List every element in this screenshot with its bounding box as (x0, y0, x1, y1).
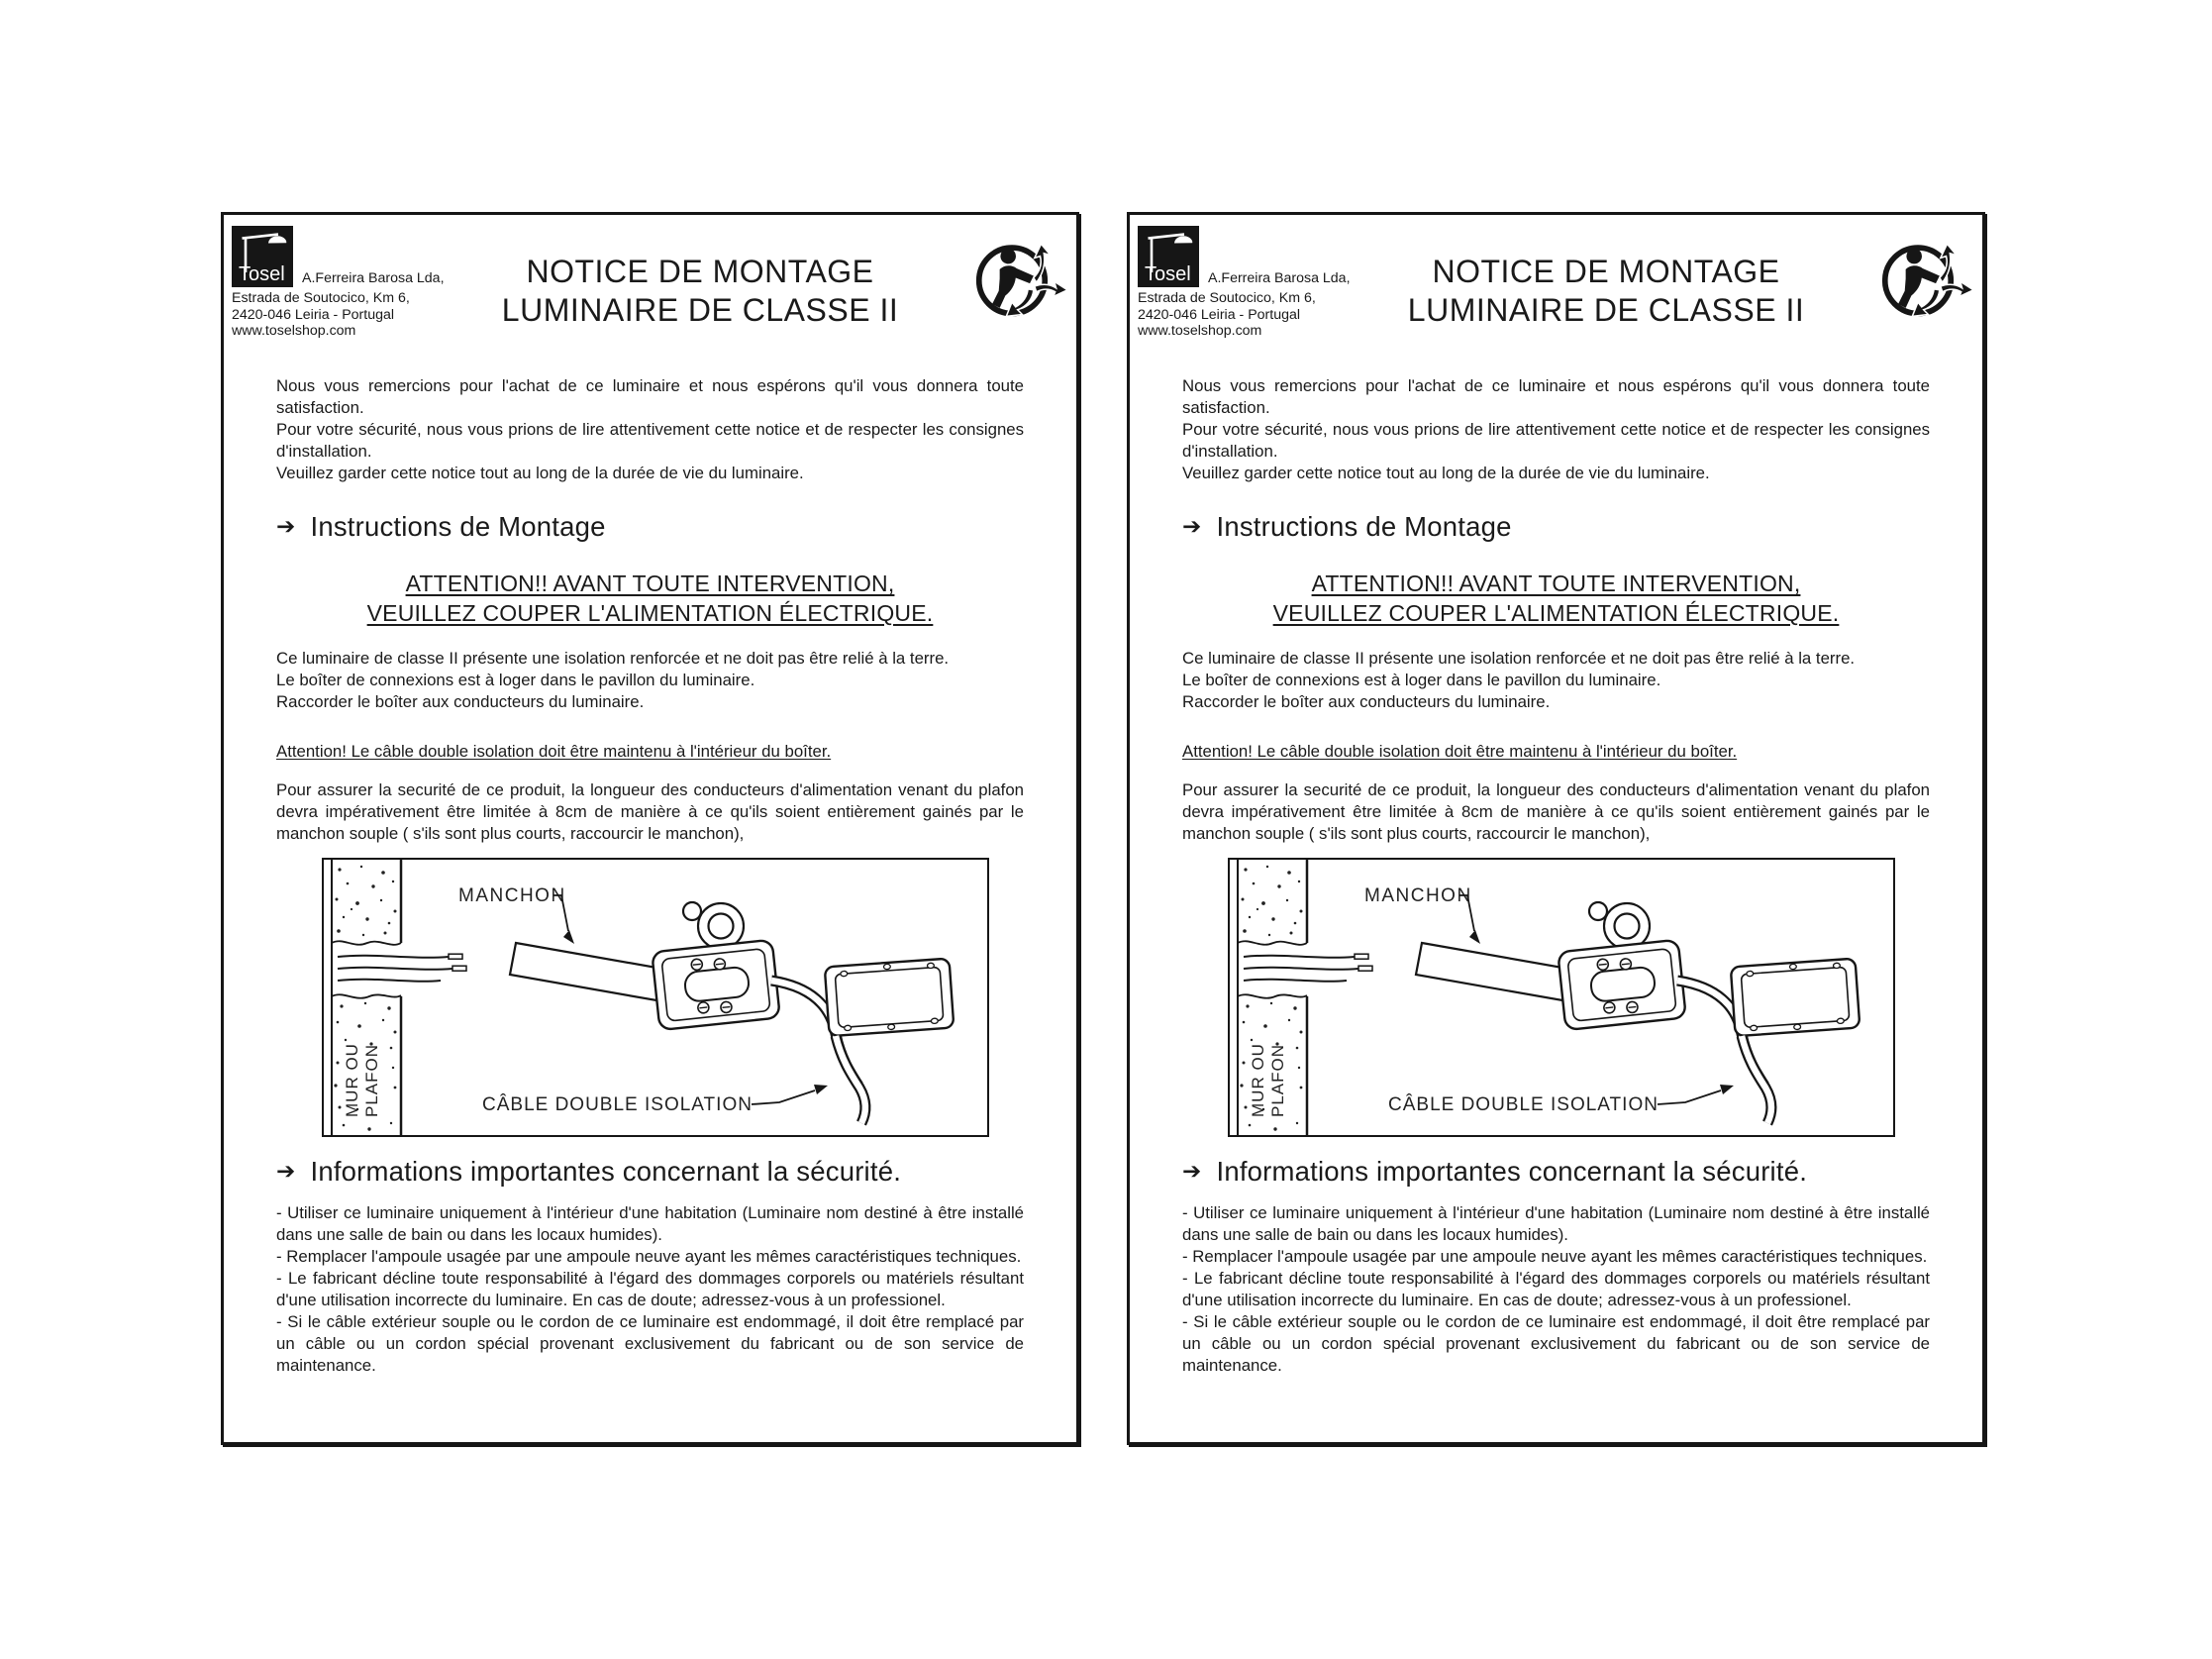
safety-bullet: - Utiliser ce luminaire uniquement à l'intérieur d'une habitation (Luminaire nom destiné à être installé dans une salle de bain ou dans les locaux humides). (276, 1202, 1024, 1244)
sleeve-shape (1416, 943, 1568, 1000)
section-heading-text: Instructions de Montage (1216, 510, 1512, 542)
warning-block (1182, 569, 1930, 628)
title-line1: NOTICE DE MONTAGE (1432, 254, 1780, 289)
cable-leader-line (1658, 1090, 1721, 1104)
company-address-line2: 2420-046 Leiria - Portugal (232, 306, 395, 323)
diagram-drawing (1230, 860, 1893, 1135)
class2-line: Raccorder le boîter aux conducteurs du luminaire. (1182, 691, 1551, 711)
section-heading-securite (276, 1155, 1024, 1190)
class2-line: Ce luminaire de classe II présente une isolation renforcée et ne doit pas être relié à la terre. (1182, 648, 1856, 668)
section-heading-montage (1182, 510, 1930, 545)
supply-wires (338, 954, 466, 982)
hanging-ring (683, 902, 744, 949)
company-website: www.toselshop.com (232, 323, 356, 339)
notice-page-right (1127, 212, 1985, 1445)
safety-bullets (276, 1202, 1024, 1377)
safety-bullet: - Remplacer l'ampoule usagée par une ampoule neuve ayant les mêmes caractéristiques techniques. (276, 1246, 1022, 1266)
wall-label-line2: PLAFON (1268, 1043, 1287, 1117)
intro-line: Nous vous remercions pour l'achat de ce luminaire et nous espérons qu'il vous donnera toute satisfaction. (276, 375, 1024, 417)
installation-diagram (322, 858, 989, 1137)
warning-line2: VEUILLEZ COUPER L'ALIMENTATION ÉLECTRIQUE. (1272, 599, 1840, 626)
connection-box (652, 939, 780, 1029)
title-line1: NOTICE DE MONTAGE (526, 254, 874, 289)
title-line2: LUMINAIRE DE CLASSE II (501, 292, 899, 328)
svg-text:Tosel: Tosel (239, 263, 285, 285)
company-website: www.toselshop.com (1138, 323, 1262, 339)
safety-bullet: - Remplacer l'ampoule usagée par une ampoule neuve ayant les mêmes caractéristiques techniques. (1182, 1246, 1928, 1266)
section-heading-text: Instructions de Montage (310, 510, 606, 542)
svg-text:Tosel: Tosel (1145, 263, 1191, 285)
intro-line: Pour votre sécurité, nous vous prions de lire attentivement cette notice et de respecter les consignes d'installation. (276, 419, 1024, 461)
brand-block (232, 226, 477, 340)
tosel-logo-icon (1138, 226, 1199, 287)
manchon-label: MANCHON (1364, 884, 1472, 906)
company-address-line1: Estrada de Soutocico, Km 6, (1138, 290, 1316, 306)
cable-leader-line (752, 1090, 815, 1104)
class2-line: Ce luminaire de classe II présente une isolation renforcée et ne doit pas être relié à la terre. (276, 648, 950, 668)
arrow-icon: ➔ (1182, 512, 1202, 539)
wall-label-line2: PLAFON (362, 1043, 381, 1117)
diagram-drawing (324, 860, 987, 1135)
company-name: A.Ferreira Barosa Lda, (1208, 270, 1351, 286)
arrow-icon: ➔ (276, 1157, 296, 1184)
triman-recycling-icon (974, 230, 1068, 328)
wall-label (343, 1037, 381, 1117)
cover-box (1731, 958, 1860, 1036)
intro-paragraph (1182, 375, 1930, 484)
safety-bullet: - Le fabricant décline toute responsabilité à l'égard des dommages corporels ou matériels résultant d'une utilisation incorrecte du luminaire. En cas de doute; adressez-vous à un professionel. (1182, 1268, 1930, 1309)
section-heading-text: Informations importantes concernant la sécurité. (1216, 1155, 1808, 1187)
wall-label-line1: MUR OU (1249, 1042, 1267, 1117)
safety-bullets (1182, 1202, 1930, 1377)
intro-line: Nous vous remercions pour l'achat de ce luminaire et nous espérons qu'il vous donnera toute satisfaction. (1182, 375, 1930, 417)
cable-arrowhead (1720, 1085, 1734, 1094)
supply-wires (1244, 954, 1372, 982)
warning-block (276, 569, 1024, 628)
intro-paragraph (276, 375, 1024, 484)
class2-paragraph (276, 648, 1024, 713)
tosel-logo-icon (232, 226, 293, 287)
class2-paragraph (1182, 648, 1930, 713)
manchon-arrowhead (1469, 930, 1480, 944)
title-line2: LUMINAIRE DE CLASSE II (1407, 292, 1805, 328)
arrow-icon: ➔ (276, 512, 296, 539)
warning-line1: ATTENTION!! AVANT TOUTE INTERVENTION, (1311, 570, 1801, 596)
company-name: A.Ferreira Barosa Lda, (302, 270, 445, 286)
cable-arrowhead (814, 1085, 828, 1094)
notice-page-left (221, 212, 1079, 1445)
safety-bullet: - Si le câble extérieur souple ou le cordon de ce luminaire est endommagé, il doit être remplacé par un câble ou un cordon spécial provenant exclusivement du fabricant ou de son service de maintenance. (1182, 1311, 1930, 1375)
security-paragraph: Pour assurer la securité de ce produit, la longueur des conducteurs d'alimentation venant du plafon devra impérativement être limitée à 8cm de manière à ce qu'ils soient entièrement gainés par le manchon souple ( s'ils sont plus courts, raccourcir le manchon), (1182, 779, 1930, 843)
class2-line: Le boîter de connexions est à loger dans le pavillon du luminaire. (1182, 670, 1661, 689)
installation-diagram (1228, 858, 1895, 1137)
page-header (232, 226, 1068, 340)
intro-line: Veuillez garder cette notice tout au long de la durée de vie du luminaire. (1182, 463, 1710, 482)
company-address-line1: Estrada de Soutocico, Km 6, (232, 290, 410, 306)
intro-line: Veuillez garder cette notice tout au long de la durée de vie du luminaire. (276, 463, 804, 482)
wall-label-line1: MUR OU (343, 1042, 361, 1117)
safety-bullet: - Utiliser ce luminaire uniquement à l'intérieur d'une habitation (Luminaire nom destiné à être installé dans une salle de bain ou dans les locaux humides). (1182, 1202, 1930, 1244)
cable-label: CÂBLE DOUBLE ISOLATION (482, 1093, 753, 1115)
page-header (1138, 226, 1974, 340)
section-heading-securite (1182, 1155, 1930, 1190)
warning-line1: ATTENTION!! AVANT TOUTE INTERVENTION, (405, 570, 895, 596)
sleeve-shape (510, 943, 662, 1000)
hanging-ring (1589, 902, 1650, 949)
cable-label: CÂBLE DOUBLE ISOLATION (1388, 1093, 1659, 1115)
section-heading-montage (276, 510, 1024, 545)
document-title (1357, 253, 1855, 330)
safety-bullet: - Le fabricant décline toute responsabilité à l'égard des dommages corporels ou matériels résultant d'une utilisation incorrecte du luminaire. En cas de doute; adressez-vous à un professionel. (276, 1268, 1024, 1309)
security-paragraph: Pour assurer la securité de ce produit, la longueur des conducteurs d'alimentation venant du plafon devra impérativement être limitée à 8cm de manière à ce qu'ils soient entièrement gainés par le manchon souple ( s'ils sont plus courts, raccourcir le manchon), (276, 779, 1024, 843)
triman-recycling-icon (1880, 230, 1974, 328)
arrow-icon: ➔ (1182, 1157, 1202, 1184)
document-title (452, 253, 949, 330)
connection-box (1558, 939, 1686, 1029)
class2-line: Le boîter de connexions est à loger dans le pavillon du luminaire. (276, 670, 755, 689)
manchon-arrowhead (563, 930, 574, 944)
manchon-label: MANCHON (458, 884, 566, 906)
section-heading-text: Informations importantes concernant la sécurité. (310, 1155, 902, 1187)
class2-line: Raccorder le boîter aux conducteurs du luminaire. (276, 691, 645, 711)
brand-block (1138, 226, 1383, 340)
wall-label (1249, 1037, 1287, 1117)
intro-line: Pour votre sécurité, nous vous prions de lire attentivement cette notice et de respecter les consignes d'installation. (1182, 419, 1930, 461)
company-address-line2: 2420-046 Leiria - Portugal (1138, 306, 1301, 323)
attention-note: Attention! Le câble double isolation doit être maintenu à l'intérieur du boîter. (1182, 741, 1738, 761)
warning-line2: VEUILLEZ COUPER L'ALIMENTATION ÉLECTRIQUE. (366, 599, 934, 626)
cover-box (825, 958, 955, 1036)
safety-bullet: - Si le câble extérieur souple ou le cordon de ce luminaire est endommagé, il doit être remplacé par un câble ou un cordon spécial provenant exclusivement du fabricant ou de son service de maintenance. (276, 1311, 1024, 1375)
attention-note: Attention! Le câble double isolation doit être maintenu à l'intérieur du boîter. (276, 741, 832, 761)
